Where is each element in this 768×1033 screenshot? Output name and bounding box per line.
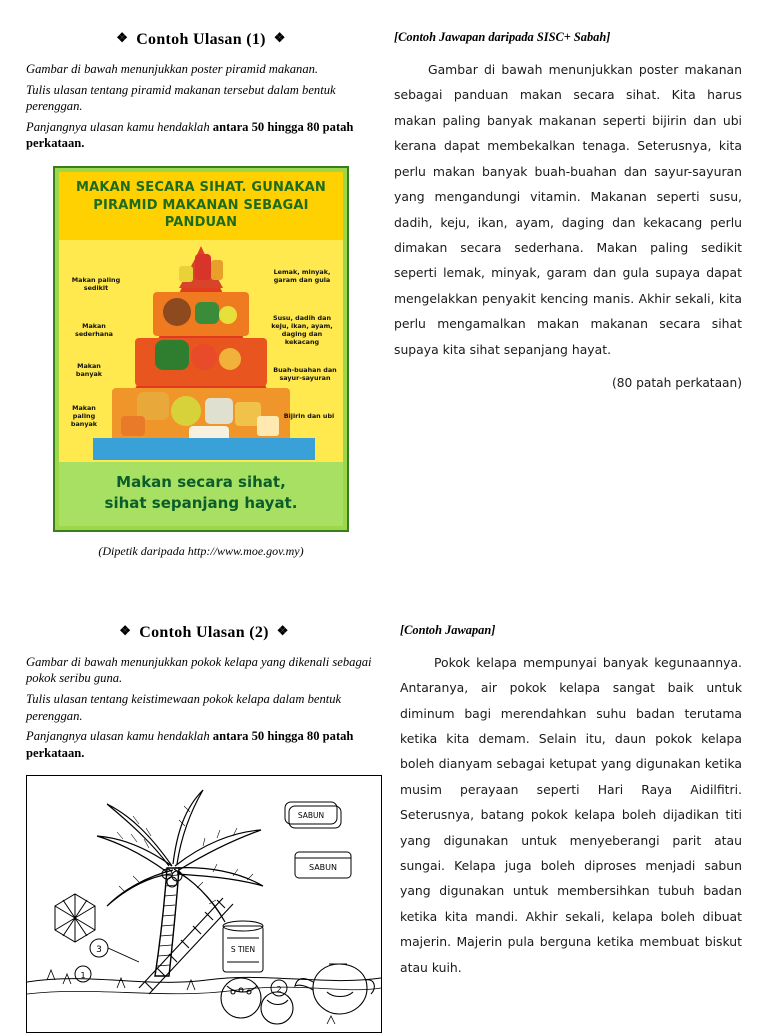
diamond-icon: ❖ xyxy=(116,30,129,45)
section-1-answer-tag: [Contoh Jawapan daripada SISC+ Sabah] xyxy=(393,30,611,44)
section-1-instruction-3 xyxy=(26,119,376,152)
food-blob xyxy=(121,416,145,436)
section-1-left-column xyxy=(26,30,386,559)
poster-illustration xyxy=(59,240,343,462)
food-blob xyxy=(211,260,223,280)
section-1-instruction-3-text: Panjangnya ulasan kamu hendaklah xyxy=(26,119,213,134)
diamond-icon: ❖ xyxy=(119,622,132,638)
poster-label-left-3: Makan banyak xyxy=(75,361,103,378)
section-1-instruction-1: Gambar di bawah menunjukkan poster piramid makanan. xyxy=(26,62,319,76)
section-2-title-text: Contoh Ulasan (2) xyxy=(139,623,269,641)
section-1-source-caption: (Dipetik daripada http://www.moe.gov.my) xyxy=(98,543,304,558)
food-blob xyxy=(257,416,279,436)
food-blob xyxy=(191,344,217,370)
svg-text:3: 3 xyxy=(96,945,102,956)
poster-footer xyxy=(59,462,343,526)
food-blob xyxy=(205,398,233,424)
food-blob xyxy=(195,254,211,280)
section-2-answer-tag: [Contoh Jawapan] xyxy=(400,622,496,637)
food-blob xyxy=(219,348,241,370)
svg-text:S TIEN: S TIEN xyxy=(230,945,256,955)
section-1-instruction-2: Tulis ulasan tentang piramid makanan tersebut dalam bentuk perenggan. xyxy=(26,82,336,114)
section-1-answer-paragraph: Gambar di bawah menunjukkan poster makanan sebagai panduan makan secara sihat. Kita harus makan paling banyak makanan seperti bijirin dan ubi kerana dapat membekalkan tenaga. Seterusnya, kita perlu makan banyak buah-buahan dan sayur-sayuran yang mengandungi vitamin. Makanan seperti susu, dadih, keju, ikan, ayam, daging dan kekacang perlu dimakan secara sederhana. Makan paling sedikit seperti lemak, minyak, garam dan gula supaya dapat mengelakkan penyakit kencing manis. Akhir sekali, kita perlu mengamalkan makan makanan secara sihat supaya kita sihat sepanjang hayat. xyxy=(393,62,742,357)
section-2-instruction-1: Gambar di bawah menunjukkan pokok kelapa yang dikenali sebagai pokok seribu guna. xyxy=(26,654,372,686)
coconut-line-art-svg xyxy=(27,776,381,1032)
poster-headline xyxy=(59,172,343,240)
svg-text:1: 1 xyxy=(80,971,86,981)
section-2-instruction-2: Tulis ulasan tentang keistimewaan pokok kelapa dalam bentuk perenggan. xyxy=(26,691,342,723)
section-1-right-column xyxy=(386,30,742,559)
food-blob xyxy=(195,302,219,324)
section-2-left-column xyxy=(26,623,392,1033)
poster-label-right-3: Buah-buahan dan sayur-sayuran xyxy=(273,365,337,382)
picnic-cloth xyxy=(93,438,315,460)
food-blob xyxy=(179,266,193,282)
poster-label-left-4: Makan paling banyak xyxy=(70,403,98,428)
food-blob xyxy=(163,298,191,326)
svg-text:SABUN: SABUN xyxy=(308,863,338,873)
diamond-icon: ❖ xyxy=(276,622,289,638)
poster-footer-line2: sihat sepanjang hayat. xyxy=(104,493,298,512)
section-2-instruction-3-bold: antara 50 hingga 80 patah perkataan. xyxy=(26,729,354,760)
poster-footer-line1: Makan secara sihat, xyxy=(116,472,286,491)
diamond-icon: ❖ xyxy=(273,30,286,45)
poster-headline-line2: PIRAMID MAKANAN SEBAGAI PANDUAN xyxy=(93,197,309,231)
poster-label-left-2: Makan sederhana xyxy=(75,321,113,338)
section-2-instruction-3 xyxy=(26,728,382,761)
section-1-title xyxy=(26,30,376,49)
section-2-answer-body xyxy=(400,650,742,980)
example-section-1 xyxy=(26,30,742,559)
section-1-instruction-3-bold: antara 50 hingga 80 patah perkataan. xyxy=(26,119,354,151)
food-blob xyxy=(219,306,237,324)
poster-label-left-1: Makan paling sedikit xyxy=(71,275,121,292)
food-blob xyxy=(171,396,201,426)
poster-headline-line1: MAKAN SECARA SIHAT. GUNAKAN xyxy=(75,180,327,196)
section-2-right-column xyxy=(392,623,742,1033)
section-2-instruction-3-text: Panjangnya ulasan kamu hendaklah xyxy=(26,729,213,744)
coconut-tree-illustration xyxy=(26,775,382,1033)
poster-label-right-1: Lemak, minyak, garam dan gula xyxy=(273,267,331,284)
section-gap xyxy=(26,559,742,623)
section-2-title xyxy=(26,623,382,642)
food-pyramid-poster xyxy=(53,166,349,532)
section-1-title-text: Contoh Ulasan (1) xyxy=(136,31,266,48)
svg-text:SABUN: SABUN xyxy=(297,811,325,821)
section-2-answer-paragraph: Pokok kelapa mempunyai banyak kegunaannya. Antaranya, air pokok kelapa sangat baik untuk diminum bagi merendahkan suhu badan terutama ketika kita demam. Selain itu, daun pokok kelapa boleh dianyam sebagai ketupat yang digunakan ketika musim perayaan seperti Hari Raya Aidilfitri. Seterusnya, batang pokok kelapa boleh dijadikan titi yang digunakan untuk menyeberangi parit atau sungai. Kelapa juga boleh diproses menjadi sabun yang digunakan untuk membersihkan tubuh badan ketika kita mandi. Akhir sekali, kelapa boleh dibuat majerin. Majerin pula berguna ketika membuat biskut atau kuih. xyxy=(400,654,742,975)
section-1-word-count: (80 patah perkataan) xyxy=(612,376,742,391)
poster-label-right-4: Bijirin dan ubi xyxy=(283,411,335,420)
example-section-2 xyxy=(26,623,742,1033)
food-blob xyxy=(155,340,189,370)
section-1-answer-body xyxy=(394,57,742,362)
poster-label-right-2: Susu, dadih dan keju, ikan, ayam, daging dan kekacang xyxy=(271,313,333,346)
svg-text:2: 2 xyxy=(276,985,282,995)
